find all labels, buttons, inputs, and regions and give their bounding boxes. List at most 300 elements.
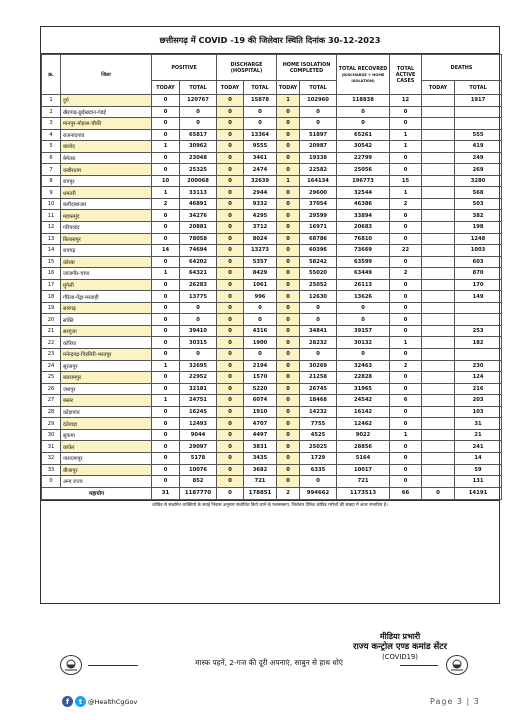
cell-active: 0	[390, 279, 422, 291]
cell-pos-total: 13775	[180, 291, 217, 303]
cell-pos-today: 1	[152, 141, 180, 153]
cell-dis-today: 0	[217, 395, 244, 407]
cell-d-today	[422, 118, 455, 130]
cell-pos-today: 0	[152, 302, 180, 314]
cell-district: राजनांदगांव	[61, 129, 152, 141]
cell-hi-total: 4525	[300, 429, 337, 441]
cell-dis-today: 0	[217, 210, 244, 222]
cell-dis-today: 0	[217, 452, 244, 464]
cell-hi-today: 0	[277, 164, 300, 176]
cell-pos-today: 0	[152, 291, 180, 303]
cell-pos-today: 1	[152, 360, 180, 372]
header-deaths: DEATHS	[422, 55, 502, 81]
cell-pos-today: 1	[152, 268, 180, 280]
cell-d-today	[422, 406, 455, 418]
twitter-icon[interactable]: t	[75, 696, 86, 707]
cell-d-today	[422, 441, 455, 453]
cell-dis-total: 1910	[244, 406, 277, 418]
cell-district: अन्य राज्य	[61, 476, 152, 488]
cell-district: सरगुजा	[61, 325, 152, 337]
cell-sn: 0	[42, 476, 61, 488]
cell-district: कोरबा	[61, 256, 152, 268]
table-row	[42, 464, 502, 476]
cell-dis-today: 0	[217, 360, 244, 372]
header-dis-total: TOTAL	[244, 81, 277, 95]
facebook-icon[interactable]: f	[62, 696, 73, 707]
cell-recovered: 46386	[337, 198, 390, 210]
cell-dis-total: 5357	[244, 256, 277, 268]
cell-hi-total: 16971	[300, 222, 337, 234]
cell-hi-today: 0	[277, 325, 300, 337]
cell-hi-today: 0	[277, 337, 300, 349]
cell-hi-total: 51897	[300, 129, 337, 141]
cell-d-total	[455, 118, 502, 130]
cell-d-total	[455, 106, 502, 118]
cell-active: 0	[390, 152, 422, 164]
cell-district: बेमेतरा	[61, 152, 152, 164]
cell-d-today	[422, 279, 455, 291]
cell-pos-total: 26283	[180, 279, 217, 291]
cell-hi-today: 0	[277, 476, 300, 488]
cell-dis-total: 4707	[244, 418, 277, 430]
cell-dis-total: 8024	[244, 233, 277, 245]
total-dis-today: 0	[217, 487, 244, 499]
cell-sn: 23	[42, 349, 61, 361]
cell-sn: 26	[42, 383, 61, 395]
cell-recovered: 0	[337, 106, 390, 118]
cell-d-total	[455, 302, 502, 314]
cell-district: मनेन्द्रगढ़-चिरमिरी-भरतपुर	[61, 349, 152, 361]
table-row	[42, 349, 502, 361]
cell-dis-today: 0	[217, 418, 244, 430]
cell-hi-total: 12630	[300, 291, 337, 303]
cell-dis-today: 0	[217, 349, 244, 361]
cell-recovered: 76810	[337, 233, 390, 245]
cell-dis-today: 0	[217, 256, 244, 268]
cell-pos-today: 0	[152, 152, 180, 164]
cell-hi-today: 0	[277, 233, 300, 245]
social-handle[interactable]: @HealthCgGov	[88, 697, 138, 706]
cell-active: 1	[390, 141, 422, 153]
cell-hi-today: 0	[277, 314, 300, 326]
cell-d-total: 182	[455, 337, 502, 349]
cell-district: बलरामपुर	[61, 372, 152, 384]
cell-pos-total: 32695	[180, 360, 217, 372]
cell-pos-total: 0	[180, 302, 217, 314]
table-row	[42, 95, 502, 107]
cell-dis-today: 0	[217, 118, 244, 130]
report-sheet	[40, 26, 500, 604]
cell-active: 22	[390, 245, 422, 257]
cell-dis-today: 0	[217, 464, 244, 476]
cell-active: 0	[390, 372, 422, 384]
cell-hi-today: 0	[277, 222, 300, 234]
cell-recovered: 73669	[337, 245, 390, 257]
signature-line3: (COVID19)	[382, 653, 418, 661]
cell-sn: 12	[42, 222, 61, 234]
cell-pos-total: 29097	[180, 441, 217, 453]
cell-recovered: 63449	[337, 268, 390, 280]
cell-dis-total: 9332	[244, 198, 277, 210]
cell-d-total: 555	[455, 129, 502, 141]
cell-d-today	[422, 256, 455, 268]
cell-d-today	[422, 291, 455, 303]
cell-hi-total: 7755	[300, 418, 337, 430]
cell-district: रायपुर	[61, 175, 152, 187]
header-total-recovered-label: TOTAL RECOVRED	[338, 65, 388, 72]
table-row	[42, 429, 502, 441]
cell-active: 0	[390, 291, 422, 303]
cell-dis-today: 0	[217, 129, 244, 141]
cell-active: 0	[390, 406, 422, 418]
cell-sn: 8	[42, 175, 61, 187]
cell-dis-total: 13273	[244, 245, 277, 257]
cell-hi-total: 25025	[300, 441, 337, 453]
cell-pos-today: 0	[152, 418, 180, 430]
cell-dis-total: 1570	[244, 372, 277, 384]
cell-sn: 7	[42, 164, 61, 176]
cell-recovered: 20683	[337, 222, 390, 234]
cell-pos-today: 0	[152, 233, 180, 245]
table-row	[42, 175, 502, 187]
cell-pos-total: 30315	[180, 337, 217, 349]
cell-d-today	[422, 106, 455, 118]
cell-d-today	[422, 141, 455, 153]
cell-dis-today: 0	[217, 429, 244, 441]
cell-dis-total: 15878	[244, 95, 277, 107]
cell-hi-total: 14232	[300, 406, 337, 418]
cell-d-total: 203	[455, 395, 502, 407]
cell-district: बलौदाबाजार	[61, 198, 152, 210]
cell-hi-today: 0	[277, 452, 300, 464]
cell-hi-today: 0	[277, 152, 300, 164]
cell-sn: 28	[42, 406, 61, 418]
cell-pos-today: 0	[152, 452, 180, 464]
header-hi-today: TODAY	[277, 81, 300, 95]
cell-pos-today: 0	[152, 95, 180, 107]
cell-sn: 13	[42, 233, 61, 245]
table-row	[42, 268, 502, 280]
cell-d-today	[422, 175, 455, 187]
cell-active: 0	[390, 118, 422, 130]
cell-d-total	[455, 349, 502, 361]
cell-recovered: 196773	[337, 175, 390, 187]
mask-face-icon	[60, 655, 82, 675]
cell-dis-today: 0	[217, 106, 244, 118]
cell-dis-total: 8429	[244, 268, 277, 280]
cell-dis-today: 0	[217, 222, 244, 234]
cell-sn: 3	[42, 118, 61, 130]
cell-pos-total: 12493	[180, 418, 217, 430]
cell-active: 0	[390, 256, 422, 268]
cell-hi-today: 0	[277, 349, 300, 361]
signature-line1: मीडिया प्रभारी	[379, 632, 421, 641]
cell-dis-total: 0	[244, 106, 277, 118]
cell-district: कोरिया	[61, 337, 152, 349]
cell-d-total: 249	[455, 152, 502, 164]
cell-district: कबीरधाम	[61, 164, 152, 176]
header-pos-today: TODAY	[152, 81, 180, 95]
table-row	[42, 360, 502, 372]
cell-active: 2	[390, 268, 422, 280]
cell-recovered: 39157	[337, 325, 390, 337]
cell-active: 0	[390, 464, 422, 476]
cell-district: नारायणपुर	[61, 452, 152, 464]
table-row	[42, 372, 502, 384]
cell-dis-today: 0	[217, 337, 244, 349]
cell-dis-today: 0	[217, 325, 244, 337]
cell-recovered: 65261	[337, 129, 390, 141]
header-district: जिला	[61, 55, 152, 95]
cell-district: कोंडागांव	[61, 406, 152, 418]
cell-dis-today: 0	[217, 233, 244, 245]
cell-recovered: 0	[337, 302, 390, 314]
cell-d-total: 21	[455, 429, 502, 441]
cell-dis-total: 996	[244, 291, 277, 303]
cell-d-today	[422, 222, 455, 234]
cell-pos-today: 1	[152, 187, 180, 199]
cell-pos-total: 16245	[180, 406, 217, 418]
footnote: कोविड से संक्रमित व्यक्तियों के स्थाई निवास अनुसार संशोधित किये जाने के फलस्वरूप, जिलेवार दैनिक कोविड मरीजों की संख्या में अंतर संभावित है।	[41, 500, 499, 510]
cell-recovered: 32544	[337, 187, 390, 199]
cell-d-total: 14	[455, 452, 502, 464]
cell-dis-today: 0	[217, 164, 244, 176]
cell-pos-total: 64202	[180, 256, 217, 268]
table-row	[42, 222, 502, 234]
cell-d-today	[422, 464, 455, 476]
cell-d-today	[422, 210, 455, 222]
cell-d-today	[422, 372, 455, 384]
cell-hi-total: 1729	[300, 452, 337, 464]
header-positive: POSITIVE	[152, 55, 217, 81]
total-recovered: 1173513	[337, 487, 390, 499]
cell-dis-today: 0	[217, 279, 244, 291]
cell-pos-total: 120767	[180, 95, 217, 107]
cell-dis-total: 13364	[244, 129, 277, 141]
cell-district: जशपुर	[61, 383, 152, 395]
cell-hi-today: 0	[277, 129, 300, 141]
cell-hi-total: 19338	[300, 152, 337, 164]
table-row	[42, 302, 502, 314]
cell-hi-today: 0	[277, 372, 300, 384]
page-number: Page 3 | 3	[430, 697, 480, 706]
cell-active: 0	[390, 476, 422, 488]
cell-hi-today: 0	[277, 141, 300, 153]
cell-hi-total: 6335	[300, 464, 337, 476]
cell-dis-today: 0	[217, 95, 244, 107]
cell-hi-today: 0	[277, 360, 300, 372]
table-row	[42, 383, 502, 395]
cell-hi-total: 29599	[300, 210, 337, 222]
cell-sn: 4	[42, 129, 61, 141]
cell-pos-total: 25325	[180, 164, 217, 176]
cell-hi-today: 0	[277, 302, 300, 314]
cell-sn: 15	[42, 256, 61, 268]
cell-pos-total: 34276	[180, 210, 217, 222]
cell-d-total: 419	[455, 141, 502, 153]
cell-hi-total: 18468	[300, 395, 337, 407]
header-d-today: TODAY	[422, 81, 455, 95]
cell-district: बिलासपुर	[61, 233, 152, 245]
cell-active: 12	[390, 95, 422, 107]
cell-d-today	[422, 349, 455, 361]
cell-d-total: 198	[455, 222, 502, 234]
cell-d-today	[422, 198, 455, 210]
cell-district: सक्ति	[61, 314, 152, 326]
cell-pos-today: 14	[152, 245, 180, 257]
cell-sn: 14	[42, 245, 61, 257]
masked-person-icon	[446, 655, 468, 675]
cell-recovered: 30542	[337, 141, 390, 153]
cell-hi-total: 21258	[300, 372, 337, 384]
cell-sn: 32	[42, 452, 61, 464]
header-hi-total: TOTAL	[300, 81, 337, 95]
cell-d-total	[455, 314, 502, 326]
cell-d-today	[422, 152, 455, 164]
cell-recovered: 33894	[337, 210, 390, 222]
cell-dis-total: 3712	[244, 222, 277, 234]
cell-d-today	[422, 383, 455, 395]
cell-hi-total: 68786	[300, 233, 337, 245]
cell-hi-total: 28232	[300, 337, 337, 349]
cell-pos-today: 0	[152, 441, 180, 453]
cell-hi-total: 20987	[300, 141, 337, 153]
cell-pos-total: 65817	[180, 129, 217, 141]
cell-pos-today: 0	[152, 210, 180, 222]
cell-pos-total: 32181	[180, 383, 217, 395]
table-row	[42, 291, 502, 303]
cell-d-today	[422, 302, 455, 314]
cell-d-today	[422, 429, 455, 441]
cell-d-today	[422, 245, 455, 257]
table-row	[42, 106, 502, 118]
cell-sn: 33	[42, 464, 61, 476]
cell-active: 0	[390, 302, 422, 314]
cell-pos-total: 852	[180, 476, 217, 488]
cell-d-today	[422, 395, 455, 407]
cell-d-total: 503	[455, 198, 502, 210]
cell-dis-total: 4316	[244, 325, 277, 337]
cell-active: 0	[390, 452, 422, 464]
slogan-divider-left	[88, 665, 138, 666]
cell-dis-today: 0	[217, 441, 244, 453]
table-row	[42, 337, 502, 349]
cell-d-today	[422, 418, 455, 430]
cell-recovered: 22799	[337, 152, 390, 164]
cell-recovered: 30132	[337, 337, 390, 349]
cell-hi-total: 0	[300, 349, 337, 361]
cell-dis-today: 0	[217, 152, 244, 164]
cell-active: 0	[390, 349, 422, 361]
cell-pos-today: 0	[152, 314, 180, 326]
cell-active: 1	[390, 429, 422, 441]
cell-sn: 21	[42, 325, 61, 337]
cell-sn: 2	[42, 106, 61, 118]
table-row	[42, 256, 502, 268]
cell-hi-total: 34841	[300, 325, 337, 337]
cell-pos-total: 9044	[180, 429, 217, 441]
total-d-today: 0	[422, 487, 455, 499]
cell-pos-today: 0	[152, 164, 180, 176]
table-row	[42, 129, 502, 141]
cell-district: धमतरी	[61, 187, 152, 199]
cell-dis-today: 0	[217, 406, 244, 418]
cell-d-total: 230	[455, 360, 502, 372]
cell-active: 0	[390, 418, 422, 430]
table-row	[42, 476, 502, 488]
cell-d-total: 103	[455, 406, 502, 418]
cell-hi-total: 30269	[300, 360, 337, 372]
table-row	[42, 198, 502, 210]
cell-active: 0	[390, 222, 422, 234]
cell-recovered: 0	[337, 314, 390, 326]
cell-d-today	[422, 187, 455, 199]
cell-dis-today: 0	[217, 175, 244, 187]
cell-pos-total: 64321	[180, 268, 217, 280]
cell-sn: 27	[42, 395, 61, 407]
cell-d-today	[422, 95, 455, 107]
cell-hi-total: 25052	[300, 279, 337, 291]
cell-pos-total: 39410	[180, 325, 217, 337]
cell-hi-today: 0	[277, 429, 300, 441]
cell-pos-total: 5178	[180, 452, 217, 464]
cell-d-total: 3280	[455, 175, 502, 187]
cell-hi-today: 0	[277, 291, 300, 303]
cell-district: बालोद	[61, 141, 152, 153]
cell-d-today	[422, 129, 455, 141]
cell-d-today	[422, 476, 455, 488]
cell-pos-today: 0	[152, 349, 180, 361]
cell-pos-total: 0	[180, 349, 217, 361]
cell-hi-today: 0	[277, 441, 300, 453]
cell-d-total: 253	[455, 325, 502, 337]
cell-hi-total: 0	[300, 314, 337, 326]
cell-d-total: 603	[455, 256, 502, 268]
cell-dis-total: 0	[244, 349, 277, 361]
cell-active: 1	[390, 337, 422, 349]
cell-district: सूरजपुर	[61, 360, 152, 372]
cell-hi-total: 58242	[300, 256, 337, 268]
cell-hi-today: 0	[277, 106, 300, 118]
cell-d-today	[422, 233, 455, 245]
cell-active: 0	[390, 314, 422, 326]
cell-pos-today: 0	[152, 106, 180, 118]
cell-pos-today: 0	[152, 279, 180, 291]
cell-pos-total: 22952	[180, 372, 217, 384]
total-active: 66	[390, 487, 422, 499]
cell-dis-total: 4295	[244, 210, 277, 222]
cell-recovered: 25056	[337, 164, 390, 176]
cell-dis-today: 0	[217, 291, 244, 303]
table-row	[42, 279, 502, 291]
cell-pos-today: 0	[152, 383, 180, 395]
cell-hi-total: 60396	[300, 245, 337, 257]
cell-hi-today: 0	[277, 418, 300, 430]
table-row	[42, 314, 502, 326]
cell-hi-today: 1	[277, 95, 300, 107]
header-pos-total: TOTAL	[180, 81, 217, 95]
header-recovered-sub: (DISCHARGE + HOME ISOLATION)	[341, 72, 385, 83]
cell-district: जांजगीर-चांपा	[61, 268, 152, 280]
cell-pos-total: 30962	[180, 141, 217, 153]
cell-pos-today: 0	[152, 372, 180, 384]
table-row	[42, 210, 502, 222]
slogan-divider-right	[400, 665, 438, 666]
cell-pos-total: 0	[180, 106, 217, 118]
cell-recovered: 32463	[337, 360, 390, 372]
cell-d-total: 382	[455, 210, 502, 222]
cell-district: दंतेवाड़ा	[61, 418, 152, 430]
